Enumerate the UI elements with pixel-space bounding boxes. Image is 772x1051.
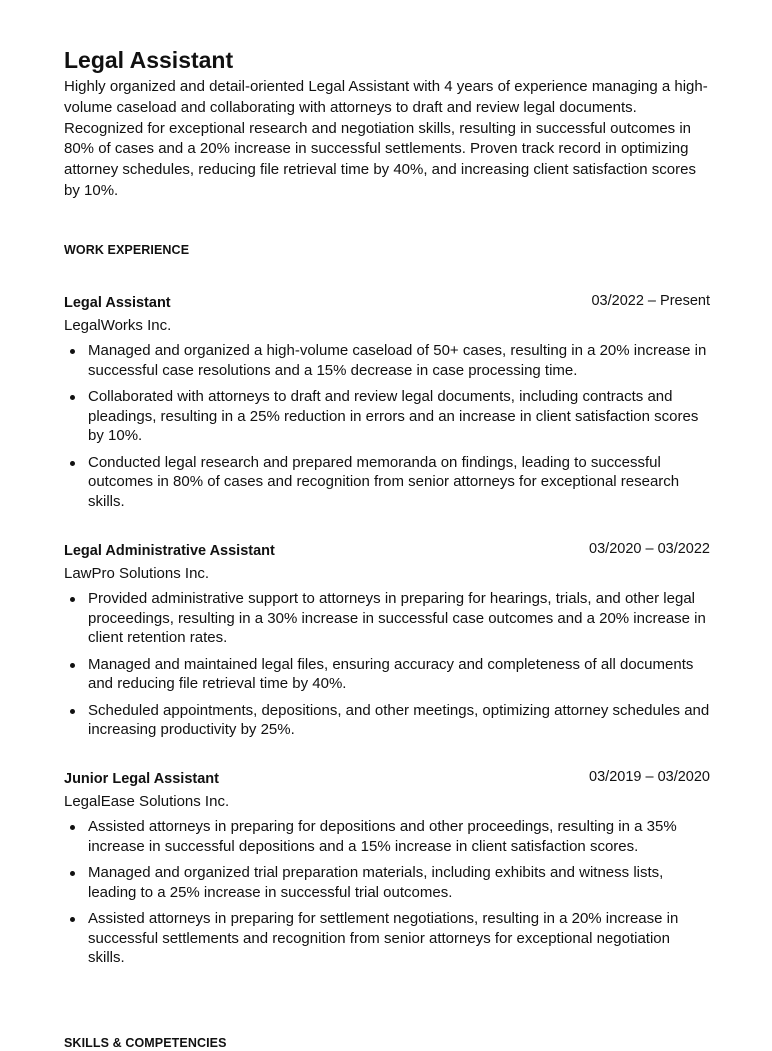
job-header [64,768,710,790]
company-name: LegalEase Solutions Inc. [64,793,230,810]
job-header [64,292,710,314]
achievement-item [64,701,710,740]
bullet-icon [70,395,75,400]
achievement-text: Assisted attorneys in preparing for depositions and other proceedings, resulting in a 35% increase in successful depositions and a 15% increase in client satisfaction scores. [88,818,677,855]
achievement-text: Assisted attorneys in preparing for settlement negotiations, resulting in a 20% increase in successful settlements and recognition from senior attorneys for exceptional negotiation skills. [88,910,679,966]
company-name: LawPro Solutions Inc. [64,565,210,582]
bullet-icon [70,917,75,922]
achievement-text: Collaborated with attorneys to draft and review legal documents, including contracts and pleadings, resulting in a 25% reduction in errors and an increase in client satisfaction scores by 10%. [88,388,699,444]
bullet-icon [70,709,75,714]
bullet-icon [70,597,75,602]
job-entry [64,540,710,747]
achievement-text: Managed and organized trial preparation materials, including exhibits and witness lists, leading to a 25% increase in successful trial outcomes. [88,864,664,901]
achievement-list [64,817,710,968]
achievement-item [64,387,710,446]
job-title: Legal Administrative Assistant [64,543,275,559]
professional-summary: Highly organized and detail-oriented Legal Assistant with 4 years of experience managing a high-volume caseload and collaborating with attorneys to draft and review legal documents. Recognized for exceptional research and negotiation skills, resulting in successful outcomes in 80% of cases and a 20% increase in successful settlements. Proven track record in optimizing attorney schedules, reducing file retrieval time by 40%, and increasing client satisfaction scores by 10%. [64,78,708,199]
achievement-item [64,655,710,694]
bullet-icon [70,871,75,876]
section-title-skills: SKILLS & COMPETENCIES [64,1036,227,1050]
achievement-list [64,341,710,511]
achievement-list [64,589,710,740]
achievement-item [64,909,710,968]
achievement-text: Scheduled appointments, depositions, and other meetings, optimizing attorney schedules and increasing productivity by 25%. [88,701,710,738]
company-name: LegalWorks Inc. [64,317,172,334]
bullet-icon [70,825,75,830]
resume-title: Legal Assistant [64,47,234,73]
job-title: Junior Legal Assistant [64,771,219,787]
job-dates: 03/2022 – Present [591,293,710,309]
achievement-text: Provided administrative support to attorneys in preparing for hearings, trials, and other legal proceedings, resulting in a 30% increase in successful case outcomes and a 20% increase in client retention rates. [88,590,706,646]
section-title-work-experience: WORK EXPERIENCE [64,243,190,257]
job-dates: 03/2019 – 03/2020 [589,769,710,785]
job-header [64,540,710,562]
achievement-text: Managed and organized a high-volume caseload of 50+ cases, resulting in a 20% increase in successful case resolutions and a 15% decrease in case processing time. [88,342,707,379]
achievement-item [64,341,710,380]
achievement-item [64,453,710,512]
achievement-item [64,589,710,648]
bullet-icon [70,461,75,466]
achievement-item [64,863,710,902]
achievement-text: Managed and maintained legal files, ensuring accuracy and completeness of all documents and reducing file retrieval time by 40%. [88,655,694,692]
job-title: Legal Assistant [64,295,171,311]
job-entry [64,768,710,975]
achievement-item [64,817,710,856]
bullet-icon [70,349,75,354]
achievement-text: Conducted legal research and prepared memoranda on findings, leading to successful outcomes in 80% of cases and recognition from senior attorneys for exceptional research skills. [88,453,680,510]
job-entry [64,292,710,518]
job-dates: 03/2020 – 03/2022 [589,541,710,557]
bullet-icon [70,663,75,668]
